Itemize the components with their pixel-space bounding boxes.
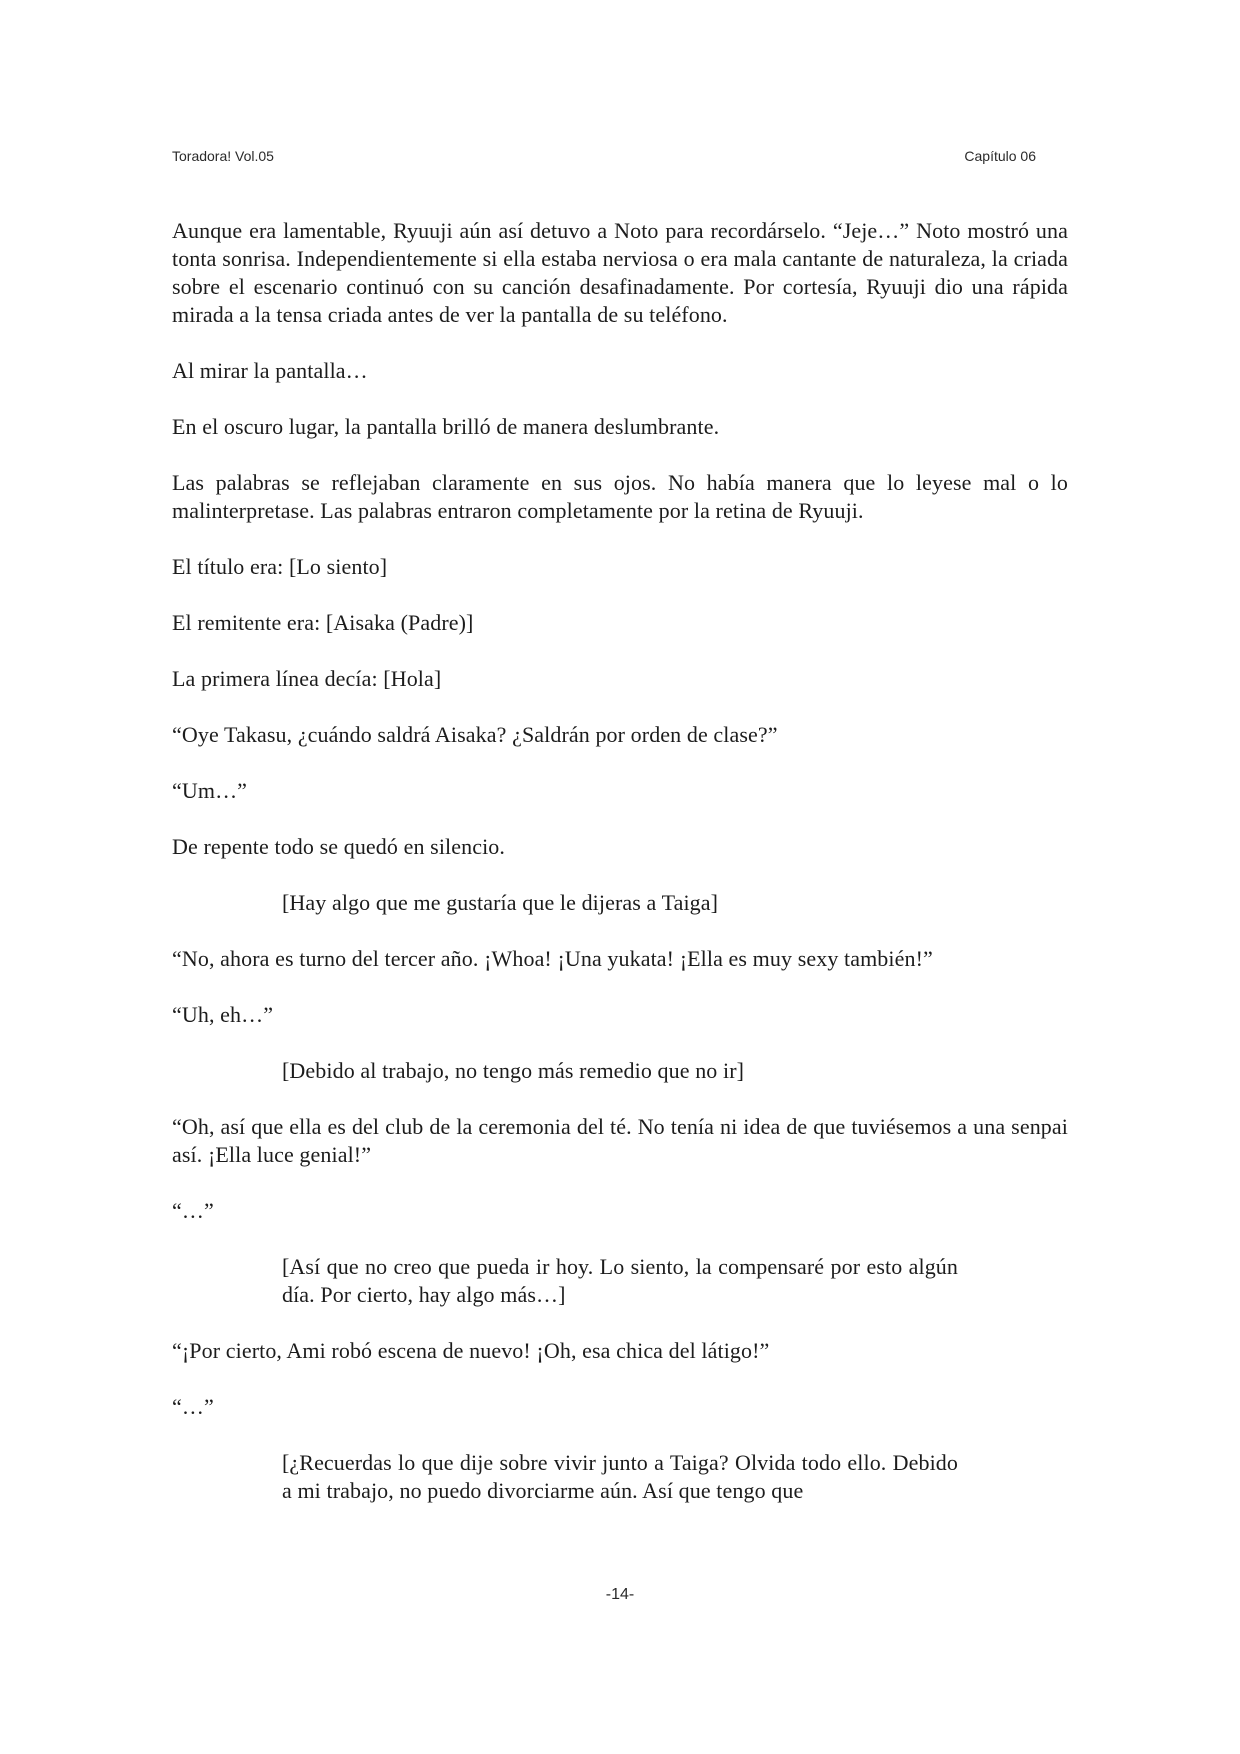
paragraph: El título era: [Lo siento] bbox=[172, 554, 388, 579]
page-number: -14- bbox=[605, 1586, 635, 1603]
paragraph: El remitente era: [Aisaka (Padre)] bbox=[172, 610, 474, 635]
dialogue-line: “Oye Takasu, ¿cuándo saldrá Aisaka? ¿Saldrán por orden de clase?” bbox=[172, 722, 778, 747]
dialogue-line: “…” bbox=[172, 1198, 214, 1223]
dialogue-line: “No, ahora es turno del tercer año. ¡Whoa! ¡Una yukata! ¡Ella es muy sexy también!” bbox=[172, 946, 933, 971]
paragraph: En el oscuro lugar, la pantalla brilló de manera deslumbrante. bbox=[172, 414, 720, 439]
paragraph: La primera línea decía: [Hola] bbox=[172, 666, 442, 691]
dialogue-line: “Uh, eh…” bbox=[172, 1002, 274, 1027]
paragraph: Al mirar la pantalla… bbox=[172, 358, 368, 383]
message-text: [Así que no creo que pueda ir hoy. Lo siento, la compensaré por esto algún día. Por cierto, hay algo más…] bbox=[282, 1254, 958, 1307]
dialogue-line: “¡Por cierto, Ami robó escena de nuevo! ¡Oh, esa chica del látigo!” bbox=[172, 1338, 770, 1363]
paragraph: De repente todo se quedó en silencio. bbox=[172, 834, 505, 859]
dialogue-line: “Oh, así que ella es del club de la ceremonia del té. No tenía ni idea de que tuviésemos a una senpai así. ¡Ella luce genial!” bbox=[172, 1114, 1068, 1167]
message-text: [Hay algo que me gustaría que le dijeras a Taiga] bbox=[282, 890, 719, 915]
paragraph: Aunque era lamentable, Ryuuji aún así detuvo a Noto para recordárselo. “Jeje…” Noto mostró una tonta sonrisa. Independientemente si ella estaba nerviosa o era mala cantante de naturaleza, la criada sobre el escenario continuó con su canción desafinadamente. Por cortesía, Ryuuji dio una rápida mirada a la tensa criada antes de ver la pantalla de su teléfono. bbox=[172, 218, 1068, 327]
document-body bbox=[172, 217, 1068, 1505]
message-text: [¿Recuerdas lo que dije sobre vivir junto a Taiga? Olvida todo ello. Debido a mi trabajo, no puedo divorciarme aún. Así que tengo que bbox=[282, 1450, 958, 1503]
page-header bbox=[172, 148, 1036, 168]
message-text: [Debido al trabajo, no tengo más remedio que no ir] bbox=[282, 1058, 745, 1083]
header-book-title: Toradora! Vol.05 bbox=[172, 148, 274, 164]
dialogue-line: “Um…” bbox=[172, 778, 248, 803]
header-chapter: Capítulo 06 bbox=[964, 148, 1036, 164]
paragraph: Las palabras se reflejaban claramente en sus ojos. No había manera que lo leyese mal o lo malinterpretase. Las palabras entraron completamente por la retina de Ryuuji. bbox=[172, 470, 1068, 523]
dialogue-line: “…” bbox=[172, 1394, 214, 1419]
